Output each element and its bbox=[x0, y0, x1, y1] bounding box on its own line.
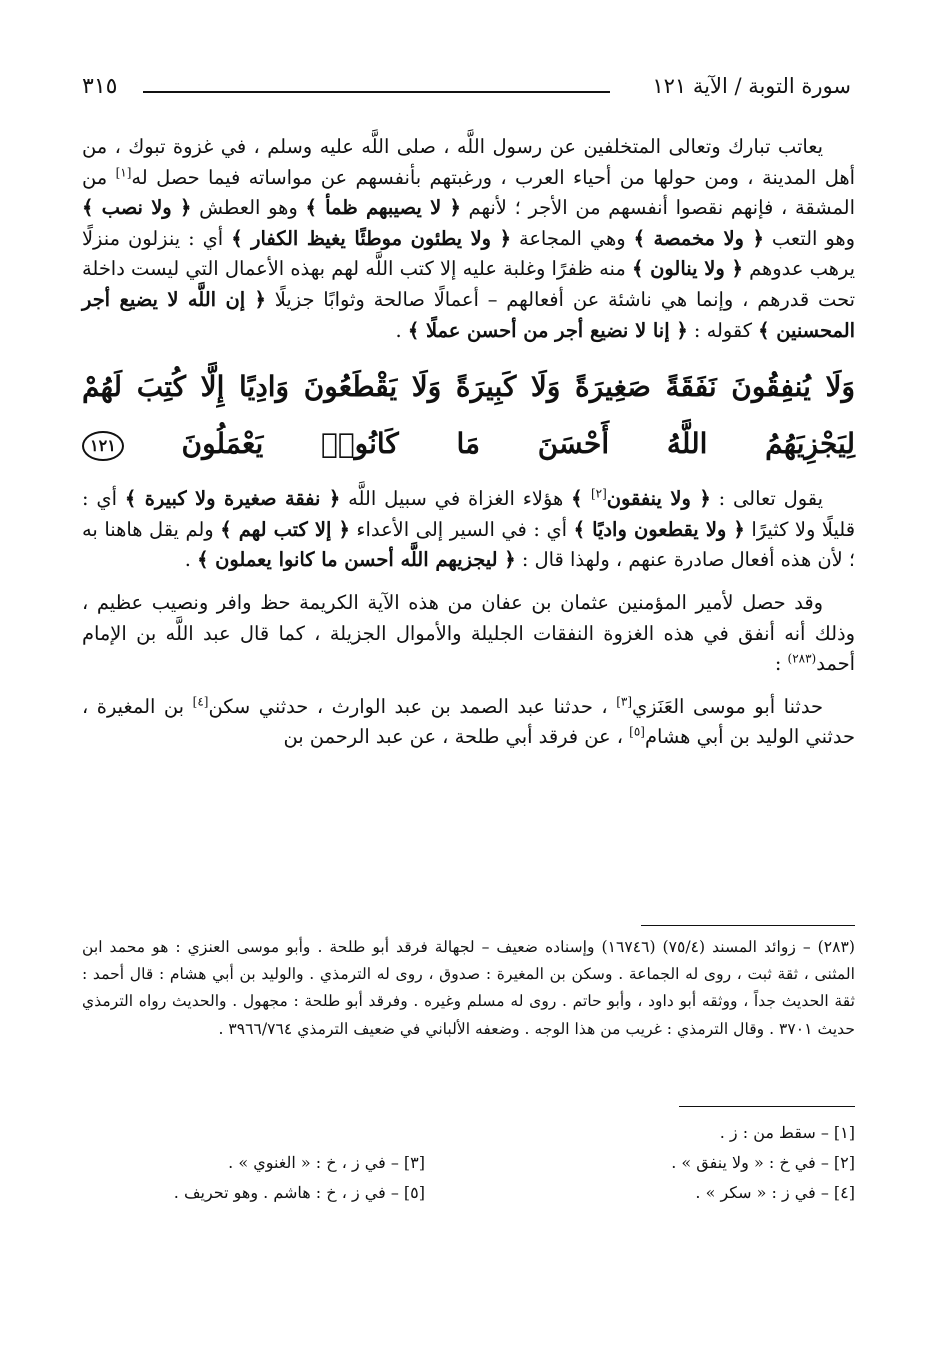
text-segment: أي : في السير إلى الأعداء bbox=[349, 517, 574, 541]
hadith-chain-paragraph bbox=[82, 692, 855, 753]
commentary-paragraph-1 bbox=[82, 132, 855, 346]
text-segment: يقول تعالى : bbox=[710, 487, 823, 511]
text-segment: أي : قليلًا ولا كثيرًا bbox=[82, 487, 855, 541]
text-segment: يعاتب تبارك وتعالى المتخلفين عن رسول اللَّه ، صلى اللَّه عليه وسلم ، في غزوة تبوك ، من أهل المدينة ، ومن حولها من أحياء العرب ، ورغبتهم بأنفسهم عن مواساته فيما حصل له bbox=[82, 135, 855, 189]
text-segment: كقوله : bbox=[687, 318, 759, 342]
text-segment: ولم يقل هاهنا به ؛ لأن هذه أفعال صادرة عنهم ، ولهذا قال : bbox=[82, 517, 855, 572]
footnote-marker: [٢] bbox=[590, 486, 607, 501]
footnote-marker: [٥] bbox=[629, 724, 645, 739]
quoted-verse-text: ﴿ ولا ينفقون bbox=[606, 487, 711, 511]
text-segment: وهو العطش bbox=[191, 196, 306, 220]
quoted-verse-text: ﴿ ولا نصب ﴾ bbox=[82, 196, 192, 220]
variant-row bbox=[82, 1118, 855, 1148]
quoted-verse-text: ﴿ لا يصيبهم ظمأ ﴾ bbox=[305, 196, 461, 220]
text-segment: . bbox=[395, 318, 408, 342]
text-segment: هؤلاء الغزاة في سبيل اللَّه bbox=[340, 487, 572, 511]
variant-note: [٤] – في ز : « سكر » . bbox=[695, 1183, 855, 1202]
main-text bbox=[82, 132, 855, 753]
quoted-verse-text: ﴿ إنا لا نضيع أجر من أحسن عملًا ﴾ bbox=[407, 318, 688, 342]
footnote-marker: (٢٨٣) bbox=[787, 651, 817, 666]
variant-row bbox=[82, 1148, 855, 1178]
variant-note: [١] – سقط من : ز . bbox=[719, 1123, 855, 1142]
text-segment: بن المغيرة ، حدثني الوليد بن أبي هشام bbox=[82, 694, 855, 749]
commentary-paragraph-3 bbox=[82, 588, 855, 680]
text-segment: . bbox=[184, 548, 198, 572]
text-segment: حدثنا أبو موسى العَنَزي bbox=[632, 694, 823, 718]
variant-note bbox=[82, 1118, 425, 1148]
quoted-verse-text: ﴿ إن اللَّه لا يضيع أجر المحسنين ﴾ bbox=[82, 287, 855, 342]
text-segment: منه ظفرًا وغلبة عليه إلا كتب اللَّه لهم بهذه الأعمال التي ليست داخلة تحت قدرهم ، وإنما هي ناشئة عن أفعالهم – أعمالًا صالحة وثوابًا جزيلًا bbox=[82, 257, 855, 311]
text-segment: وَلَا يُنفِقُونَ نَفَقَةً صَغِيرَةً وَلَا كَبِيرَةً وَلَا يَقْطَعُونَ وَادِيًا إِلَّا كُتِبَ لَهُمْ لِيَجْزِيَهُمُ اللَّهُ أَحْسَنَ مَا كَانُوا۟ يَعْمَلُونَ bbox=[82, 370, 855, 461]
footnote-marker: [٣] bbox=[616, 694, 633, 709]
variant-row bbox=[82, 1178, 855, 1208]
text-segment: من المشقة ، فإنهم نقصوا أنفسهم من الأجر ؛ لأنهم bbox=[82, 165, 855, 220]
running-header bbox=[82, 66, 851, 106]
footnote-marker: [١] bbox=[115, 165, 132, 180]
text-segment: أي : ينزلون منزلًا يرهب عدوهم bbox=[82, 226, 855, 281]
variant-note: [٢] – في خ : « ولا ينفق » . bbox=[671, 1153, 855, 1172]
ayah-number-mark: ١٢١ bbox=[82, 431, 124, 461]
footnote-marker: [٤] bbox=[192, 694, 209, 709]
header-rule bbox=[143, 91, 610, 93]
text-segment: وقد حصل لأمير المؤمنين عثمان بن عفان من هذه الآية الكريمة حظ وافر ونصيب عظيم ، وذلك أنه أنفق في هذه الغزوة النفقات الجليلة والأموال الجزيلة ، كما قال عبد اللَّه بن الإمام أحمد bbox=[82, 590, 855, 676]
footnote-rule bbox=[641, 925, 855, 926]
commentary-paragraph-2 bbox=[82, 484, 855, 576]
text-segment: وهو التعب bbox=[763, 226, 855, 250]
quoted-verse-text: ﴿ ولا يطئون موطئًا يغيظ الكفار ﴾ bbox=[231, 226, 511, 250]
variants-rule bbox=[679, 1106, 855, 1107]
quoted-verse-text: ﴿ ليجزيهم اللَّه أحسن ما كانوا يعملون ﴾ bbox=[197, 548, 516, 572]
quoted-verse-text: ﴿ ولا مخمصة ﴾ bbox=[633, 226, 764, 250]
text-segment: ، عن فرقد أبي طلحة ، عن عبد الرحمن بن bbox=[283, 725, 630, 749]
page-number: ٣١٥ bbox=[82, 73, 118, 99]
variant-note: [٣] – في ز ، خ : « الغنوي » . bbox=[228, 1153, 425, 1172]
footnote-283: (٢٨٣) – زوائد المسند (٧٥/٤) (١٦٧٤٦) وإسناده ضعيف – لجهالة فرقد أبو طلحة . وأبو موسى العنزي : هو محمد ابن المثنى ، ثقة ثبت ، روى له الجماعة . وسكن بن المغيرة : صدوق ، روى له الترمذي . والوليد بن أبي هشام : قال أحمد : ثقة الحديث جداً ، ووثقه أبو داود ، وأبو حاتم . روى له مسلم وغيره . وفرقد أبو طلحة : مجهول . والحديث رواه الترمذي حديث ٣٧٠١ . وقال الترمذي : غريب من هذا الوجه . وضعفه الألباني في ضعيف الترمذي ٣٩٦٦/٧٦٤ . bbox=[82, 938, 855, 1038]
quoted-verse-text: ﴿ ولا يقطعون واديًا ﴾ bbox=[573, 517, 745, 541]
quoted-verse-text: ﴿ نفقة صغيرة ولا كبيرة ﴾ bbox=[124, 487, 341, 511]
quoted-verse-text: ﴿ إلا كتب لهم ﴾ bbox=[220, 517, 350, 541]
manuscript-variants bbox=[82, 1118, 855, 1208]
text-segment: : bbox=[774, 652, 788, 676]
quoted-verse-text: ﴿ ولا ينالون ﴾ bbox=[631, 257, 743, 281]
variant-note: [٥] – في ز ، خ : هاشم . وهو تحريف . bbox=[173, 1183, 425, 1202]
quoted-verse-text: ﴾ bbox=[571, 487, 591, 511]
quran-verse bbox=[82, 358, 855, 472]
text-segment: وهي المجاعة bbox=[510, 226, 634, 250]
text-segment: ، حدثنا عبد الصمد بن عبد الوارث ، حدثني سكن bbox=[208, 694, 617, 718]
surah-ayah-title: سورة التوبة / الآية ١٢١ bbox=[652, 74, 851, 98]
